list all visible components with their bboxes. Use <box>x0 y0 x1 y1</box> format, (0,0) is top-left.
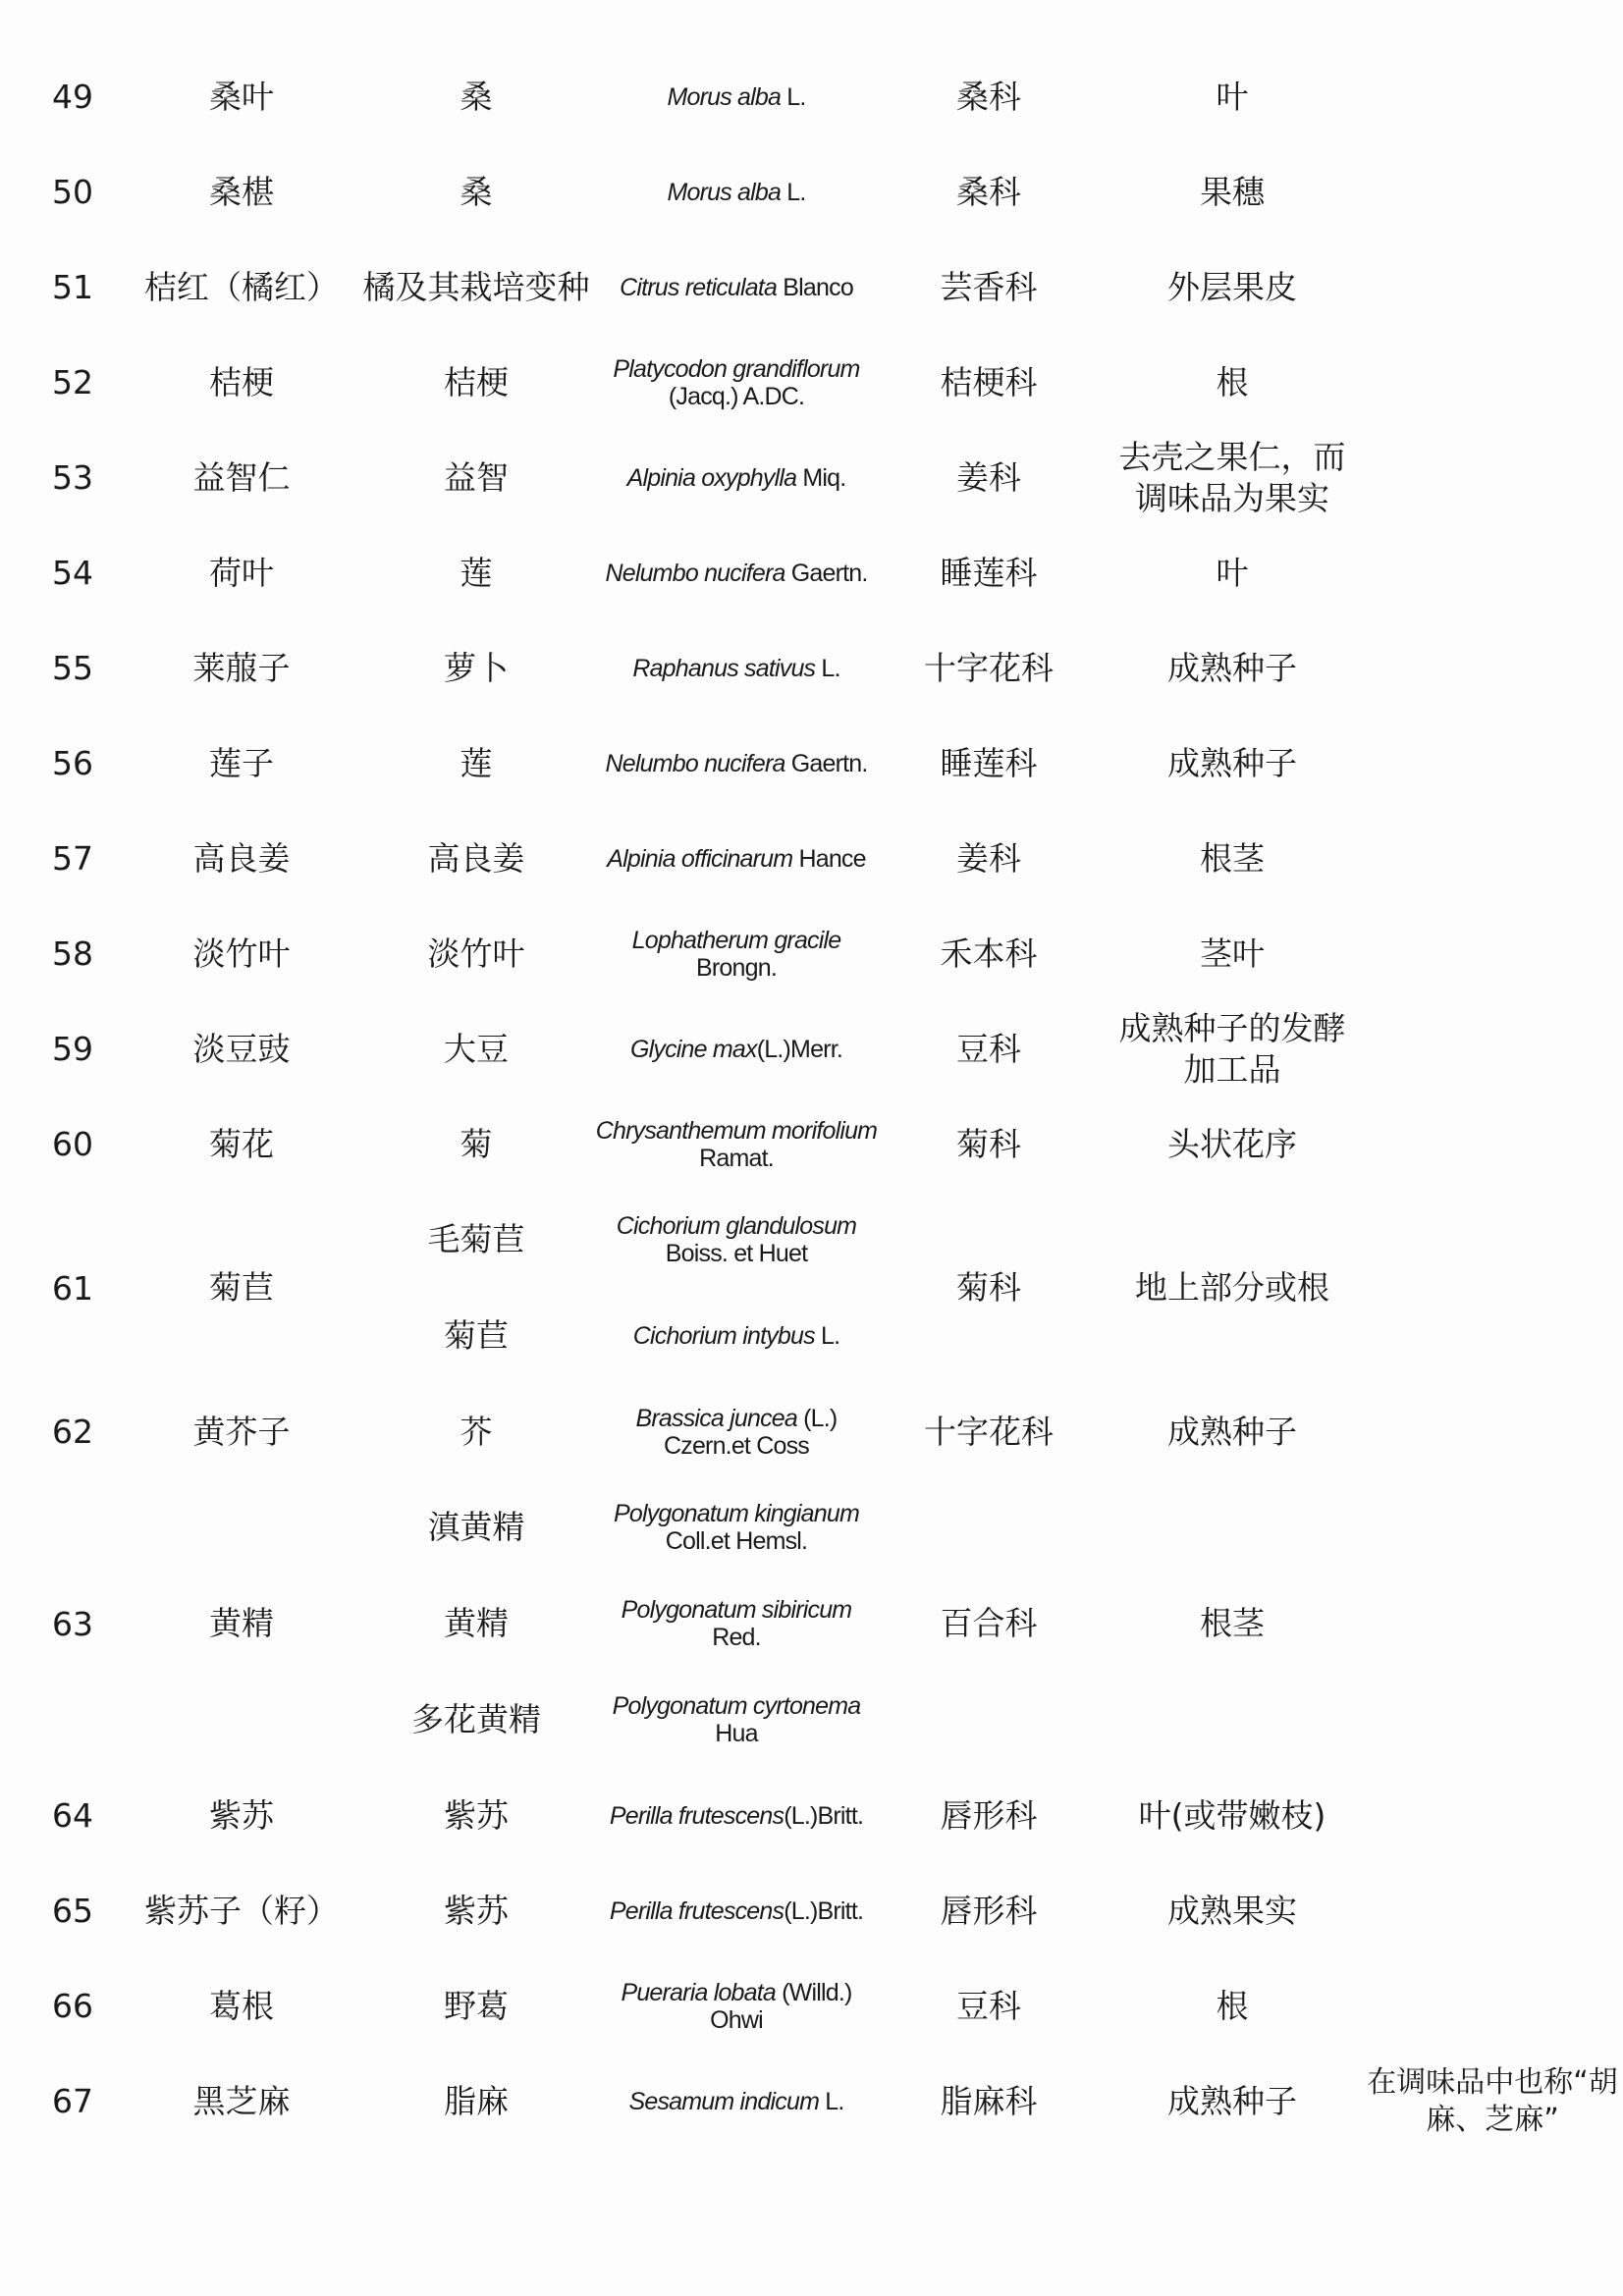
used-part-text: 根 <box>1216 1986 1249 2025</box>
family-name: 豆科 <box>956 1029 1021 1068</box>
latin-author: (L.)Britt. <box>784 1896 864 1925</box>
note-cell <box>1365 525 1620 620</box>
family-name: 十字花科 <box>924 1412 1054 1451</box>
row-number: 63 <box>52 1604 93 1643</box>
used-part <box>1100 1479 1365 1768</box>
note-cell <box>1365 906 1620 1001</box>
latin-name <box>595 1958 878 2054</box>
table-row <box>20 811 1620 906</box>
plant-name: 菊 <box>460 1124 493 1163</box>
table-row <box>20 1768 1620 1863</box>
latin-name <box>595 1001 878 1096</box>
herb-name: 淡豆豉 <box>192 1029 291 1068</box>
latin-name <box>595 1575 878 1672</box>
herb-name: 黄精 <box>209 1604 274 1642</box>
latin-genus-species: Polygonatum cyrtonema <box>612 1692 861 1720</box>
latin-genus-species: Cichorium glandulosum <box>616 1212 857 1240</box>
table-row <box>20 1384 1620 1479</box>
used-part <box>1100 240 1365 335</box>
row-number: 61 <box>52 1268 93 1308</box>
used-part-text: 叶(或带嫩枝) <box>1138 1795 1326 1835</box>
latin-author: Miq. <box>796 463 846 492</box>
plant-name: 益智 <box>444 457 509 497</box>
herb-name: 黑芝麻 <box>192 2081 291 2120</box>
note-cell <box>1365 716 1620 811</box>
latin-genus-species: Chrysanthemum morifolium <box>595 1116 878 1145</box>
used-part <box>1100 1863 1365 1958</box>
latin-name <box>595 716 878 811</box>
family-name: 禾本科 <box>940 934 1038 973</box>
plant-name: 脂麻 <box>444 2081 509 2120</box>
family-name: 姜科 <box>956 457 1021 497</box>
latin-name <box>595 240 878 335</box>
herb-name: 菊花 <box>209 1124 274 1163</box>
latin-name <box>595 430 878 525</box>
plant-name: 莲 <box>460 553 493 592</box>
table-row <box>20 1958 1620 2054</box>
plant-name: 芥 <box>460 1412 493 1451</box>
latin-author: Ramat. <box>699 1144 774 1172</box>
latin-author: Hua <box>715 1720 758 1747</box>
row-number: 64 <box>52 1796 93 1835</box>
latin-genus-species: Pueraria lobata <box>621 1978 777 2006</box>
latin-genus-species: Polygonatum kingianum <box>613 1500 860 1527</box>
plant-name: 高良姜 <box>427 838 525 878</box>
row-number: 65 <box>52 1892 93 1930</box>
herb-name: 菊苣 <box>209 1268 274 1307</box>
latin-author: Gaertn. <box>784 559 868 587</box>
used-part <box>1100 1096 1365 1192</box>
plant-name: 淡竹叶 <box>427 934 525 973</box>
used-part-text: 成熟种子 <box>1167 2081 1297 2120</box>
latin-genus-species: Sesamum indicum <box>628 2087 820 2115</box>
herb-name: 淡竹叶 <box>192 934 291 973</box>
family-name: 桑科 <box>956 77 1021 116</box>
used-part-text: 果穗 <box>1200 172 1265 211</box>
plant-name: 滇黄精 <box>427 1508 525 1546</box>
herb-name: 益智仁 <box>192 457 291 497</box>
plant-name: 菊苣 <box>444 1316 509 1355</box>
table-row <box>20 716 1620 811</box>
table-row <box>20 1001 1620 1096</box>
family-name: 睡莲科 <box>940 553 1038 592</box>
latin-genus-species: Glycine max <box>630 1035 757 1063</box>
latin-author: Brongn. <box>696 953 777 982</box>
table-row <box>20 240 1620 335</box>
herb-name: 桑叶 <box>209 77 274 116</box>
used-part-text: 叶 <box>1216 77 1249 116</box>
latin-genus-species: Cichorium intybus <box>632 1322 815 1350</box>
latin-name <box>595 525 878 620</box>
herb-name: 莱菔子 <box>192 648 291 687</box>
latin-author: (L.)Britt. <box>784 1801 864 1830</box>
row-number: 58 <box>52 934 93 973</box>
table-row <box>20 335 1620 430</box>
used-part-text: 茎叶 <box>1200 934 1265 973</box>
used-part <box>1100 1768 1365 1863</box>
plant-name: 大豆 <box>444 1029 509 1068</box>
latin-author: Boiss. et Huet <box>665 1240 808 1267</box>
herb-name: 桑椹 <box>209 172 274 211</box>
latin-name <box>595 1096 878 1192</box>
latin-genus-species: Morus alba <box>667 82 782 111</box>
latin-genus-species: Alpinia officinarum <box>607 844 793 873</box>
used-part-text: 成熟种子的发酵加工品 <box>1118 1008 1346 1089</box>
used-part-text: 成熟种子 <box>1167 648 1297 687</box>
herb-name: 桔红（橘红） <box>144 267 339 306</box>
herb-name: 桔梗 <box>209 362 274 401</box>
plant-name: 紫苏 <box>444 1795 509 1835</box>
plant-name: 黄精 <box>444 1604 509 1642</box>
latin-genus-species: Citrus reticulata <box>620 273 778 301</box>
herb-name: 葛根 <box>209 1986 274 2025</box>
family-name: 百合科 <box>940 1604 1038 1642</box>
note-cell <box>1365 1192 1620 1384</box>
table-row <box>20 525 1620 620</box>
row-number: 59 <box>52 1030 93 1068</box>
used-part-text: 叶 <box>1216 553 1249 592</box>
row-number: 54 <box>52 554 93 592</box>
used-part <box>1100 1384 1365 1479</box>
plant-name: 毛菊苣 <box>427 1220 525 1258</box>
latin-author: (L.) Czern.et Coss <box>664 1404 838 1460</box>
row-number: 52 <box>52 363 93 401</box>
note-cell <box>1365 430 1620 525</box>
used-part-text: 外层果皮 <box>1167 267 1297 306</box>
used-part-text: 去壳之果仁，而调味品为果实 <box>1118 437 1346 517</box>
latin-genus-species: Nelumbo nucifera <box>605 559 785 587</box>
latin-author: (Jacq.) A.DC. <box>668 382 805 410</box>
herb-name: 荷叶 <box>209 553 274 592</box>
latin-author: Coll.et Hemsl. <box>665 1527 808 1555</box>
used-part-text: 成熟果实 <box>1167 1891 1297 1930</box>
plant-name: 橘及其栽培变种 <box>362 267 590 306</box>
latin-name <box>595 620 878 716</box>
table-row <box>20 906 1620 1001</box>
latin-author: (L.)Merr. <box>756 1035 842 1063</box>
note-cell <box>1365 620 1620 716</box>
row-number: 66 <box>52 1987 93 2025</box>
used-part <box>1100 525 1365 620</box>
latin-author: L. <box>819 2087 844 2115</box>
used-part <box>1100 1192 1365 1384</box>
herb-name: 黄芥子 <box>192 1412 291 1451</box>
table-row <box>20 1192 1620 1288</box>
latin-name <box>595 335 878 430</box>
table-row <box>20 1863 1620 1958</box>
latin-genus-species: Perilla frutescens <box>609 1801 784 1830</box>
family-name: 菊科 <box>956 1124 1021 1163</box>
table-row <box>20 430 1620 525</box>
herb-name: 莲子 <box>209 743 274 782</box>
latin-genus-species: Platycodon grandiflorum <box>613 354 860 383</box>
latin-author: L. <box>814 1322 840 1350</box>
used-part <box>1100 49 1365 144</box>
note-cell <box>1365 811 1620 906</box>
row-number: 51 <box>52 268 93 306</box>
latin-genus-species: Nelumbo nucifera <box>605 749 785 777</box>
latin-author: Hance <box>792 844 866 873</box>
table-row <box>20 2054 1620 2149</box>
used-part <box>1100 1001 1365 1096</box>
note-text: 在调味品中也称“胡麻、芝麻” <box>1367 2064 1618 2137</box>
used-part-text: 成熟种子 <box>1167 743 1297 782</box>
latin-name <box>595 1384 878 1479</box>
latin-name <box>595 1479 878 1575</box>
latin-name <box>595 1288 878 1384</box>
latin-name <box>595 144 878 240</box>
herb-name: 高良姜 <box>192 838 291 878</box>
table-row <box>20 1096 1620 1192</box>
used-part <box>1100 620 1365 716</box>
latin-author: Red. <box>712 1624 761 1651</box>
used-part <box>1100 335 1365 430</box>
row-number: 49 <box>52 78 93 116</box>
latin-name <box>595 1863 878 1958</box>
note-cell <box>1365 1096 1620 1192</box>
plant-name: 紫苏 <box>444 1891 509 1930</box>
herb-name: 紫苏子（籽） <box>144 1891 339 1930</box>
family-name: 菊科 <box>956 1268 1021 1307</box>
used-part <box>1100 144 1365 240</box>
note-cell <box>1365 240 1620 335</box>
note-cell <box>1365 1001 1620 1096</box>
row-number: 53 <box>52 458 93 497</box>
latin-genus-species: Lophatherum gracile <box>631 926 841 954</box>
family-name: 睡莲科 <box>940 743 1038 782</box>
family-name: 唇形科 <box>940 1891 1038 1930</box>
row-number: 55 <box>52 649 93 687</box>
latin-name <box>595 1672 878 1768</box>
table-row <box>20 1479 1620 1575</box>
latin-genus-species: Alpinia oxyphylla <box>626 463 797 492</box>
note-cell <box>1365 1479 1620 1768</box>
latin-genus-species: Perilla frutescens <box>609 1896 784 1925</box>
family-name: 桔梗科 <box>940 362 1038 401</box>
used-part-text: 地上部分或根 <box>1135 1268 1329 1307</box>
note-cell <box>1365 1768 1620 1863</box>
note-cell <box>1365 49 1620 144</box>
note-cell <box>1365 1958 1620 2054</box>
used-part <box>1100 2054 1365 2149</box>
latin-author: L. <box>781 82 806 111</box>
herb-name: 紫苏 <box>209 1795 274 1835</box>
note-cell <box>1365 335 1620 430</box>
row-number: 67 <box>52 2082 93 2120</box>
latin-name <box>595 811 878 906</box>
plant-name: 野葛 <box>444 1986 509 2025</box>
used-part-text: 根茎 <box>1200 838 1265 878</box>
table-row <box>20 620 1620 716</box>
family-name: 芸香科 <box>940 267 1038 306</box>
row-number: 60 <box>52 1125 93 1163</box>
latin-name <box>595 906 878 1001</box>
note-cell <box>1365 1863 1620 1958</box>
latin-author: L. <box>781 178 806 206</box>
latin-genus-species: Morus alba <box>667 178 782 206</box>
family-name: 十字花科 <box>924 648 1054 687</box>
used-part <box>1100 811 1365 906</box>
plant-name: 桑 <box>460 77 493 116</box>
family-name: 脂麻科 <box>940 2081 1038 2120</box>
note-cell <box>1365 144 1620 240</box>
plant-name: 莲 <box>460 743 493 782</box>
plant-name: 萝卜 <box>444 648 509 687</box>
latin-name <box>595 2054 878 2149</box>
used-part-text: 根 <box>1216 362 1249 401</box>
herb-table <box>20 49 1620 2149</box>
plant-name: 多花黄精 <box>411 1700 541 1738</box>
plant-name: 桑 <box>460 172 493 211</box>
latin-name <box>595 49 878 144</box>
latin-genus-species: Raphanus sativus <box>632 654 816 682</box>
table-row <box>20 144 1620 240</box>
latin-author: (Willd.) Ohwi <box>710 1978 852 2034</box>
row-number: 62 <box>52 1413 93 1451</box>
latin-author: L. <box>815 654 840 682</box>
family-name: 唇形科 <box>940 1795 1038 1835</box>
used-part-text: 成熟种子 <box>1167 1412 1297 1451</box>
latin-genus-species: Polygonatum sibiricum <box>621 1596 852 1624</box>
table-row <box>20 49 1620 144</box>
used-part <box>1100 716 1365 811</box>
used-part <box>1100 1958 1365 2054</box>
plant-name: 桔梗 <box>444 362 509 401</box>
used-part <box>1100 430 1365 525</box>
latin-name <box>595 1192 878 1288</box>
latin-author: Blanco <box>777 273 853 301</box>
row-number: 50 <box>52 173 93 211</box>
family-name: 姜科 <box>956 838 1021 878</box>
family-name: 豆科 <box>956 1986 1021 2025</box>
row-number: 57 <box>52 839 93 878</box>
latin-name <box>595 1768 878 1863</box>
latin-author: Gaertn. <box>784 749 868 777</box>
row-number: 56 <box>52 744 93 782</box>
used-part-text: 根茎 <box>1200 1604 1265 1642</box>
latin-genus-species: Brassica juncea <box>635 1404 798 1432</box>
used-part-text: 头状花序 <box>1167 1124 1297 1163</box>
used-part <box>1100 906 1365 1001</box>
family-name: 桑科 <box>956 172 1021 211</box>
note-cell <box>1365 1384 1620 1479</box>
